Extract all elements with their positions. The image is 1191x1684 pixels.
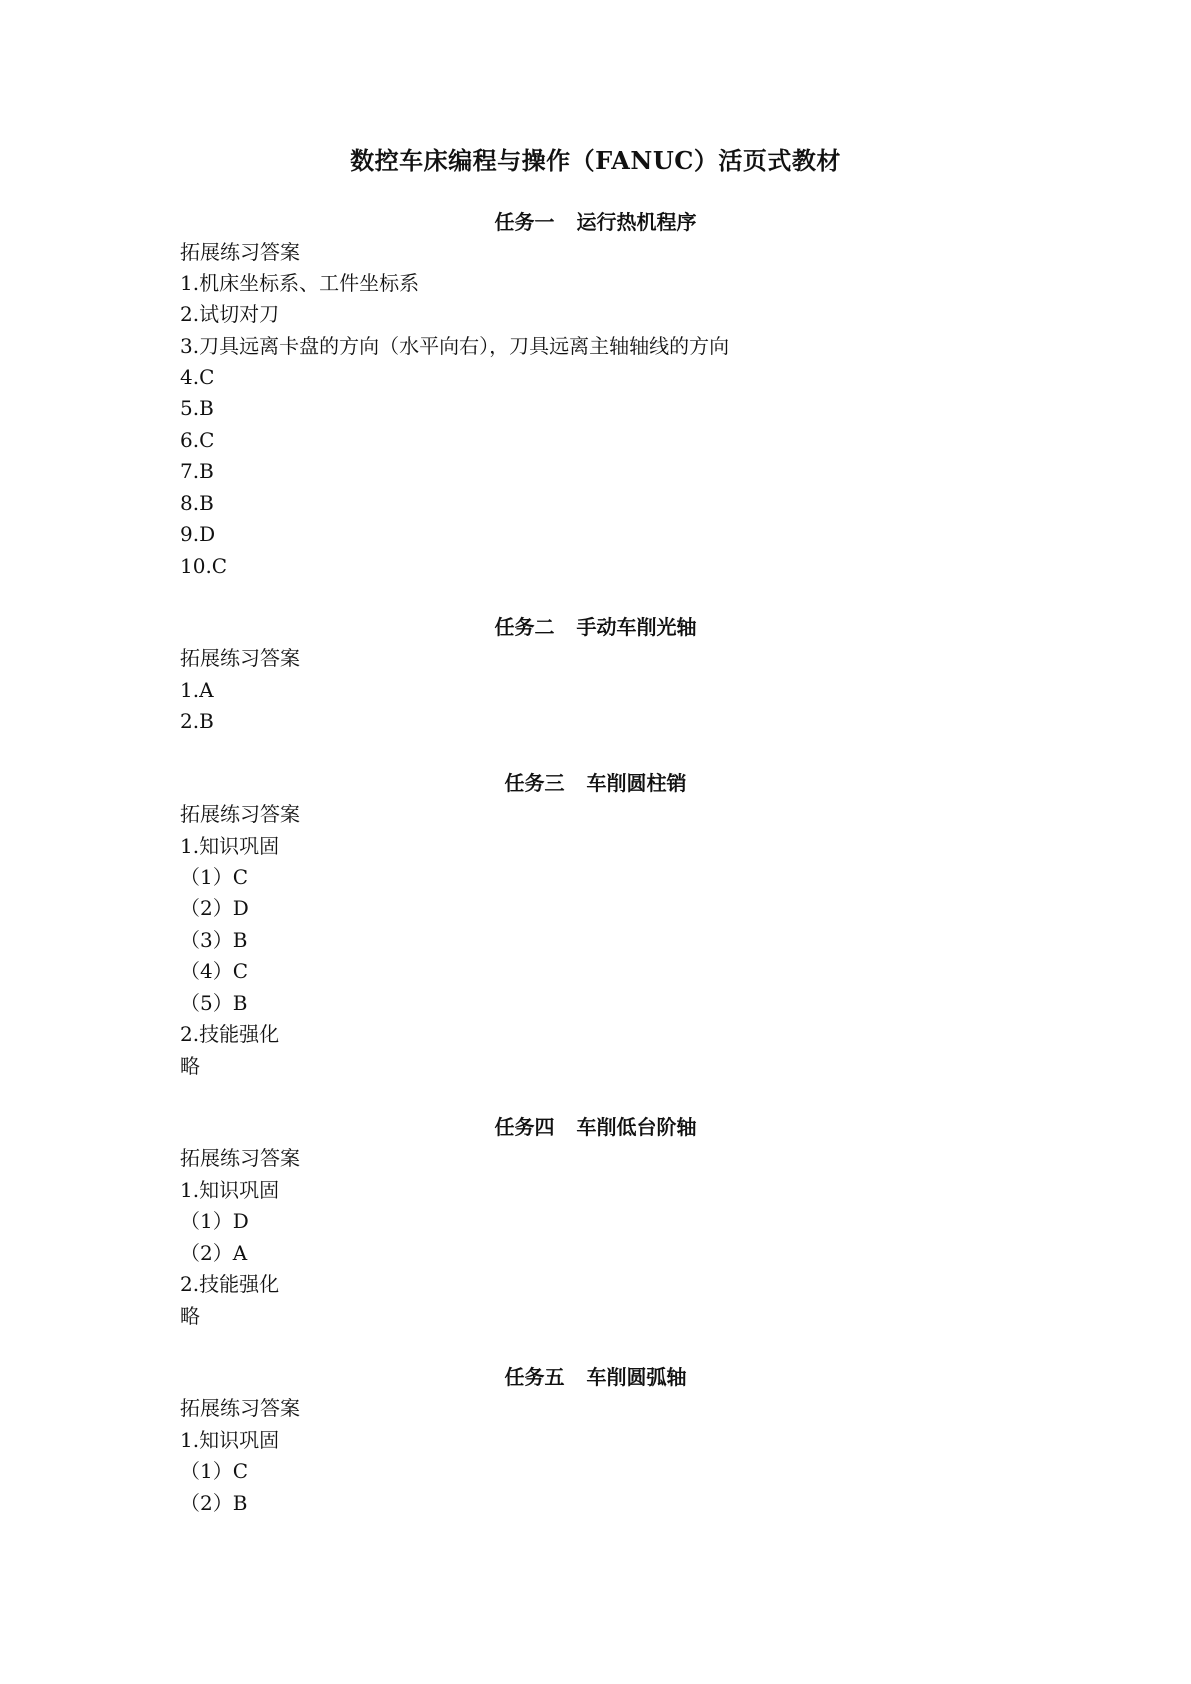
answer-section-label: 拓展练习答案 [180,1146,300,1170]
answer-line: 5.B [180,396,214,420]
answer-line: 2.技能强化 [180,1022,280,1046]
task-heading-5 [0,1364,1191,1390]
answer-section-label: 拓展练习答案 [180,802,300,826]
answer-line: （1）D [180,1209,249,1233]
answer-line: 2.试切对刀 [180,302,280,326]
task-heading-3 [0,770,1191,796]
answer-line: 4.C [180,365,215,389]
answer-line: （3）B [180,928,248,952]
answer-line: 10.C [180,554,228,578]
answer-section-label: 拓展练习答案 [180,1396,300,1420]
answer-line: 1.知识巩固 [180,834,280,858]
task-heading-2 [0,614,1191,640]
task-name: 车削低台阶轴 [576,1115,697,1139]
task-number: 任务五 [504,1365,565,1389]
task-number: 任务四 [494,1115,555,1139]
answer-line: 略 [180,1054,200,1078]
task-number: 任务二 [494,615,555,639]
answer-line: （4）C [180,959,249,983]
answer-line: （1）C [180,1459,249,1483]
answer-line: 8.B [180,491,214,515]
task-name: 车削圆柱销 [586,771,687,795]
task-heading-1 [0,209,1191,235]
answer-line: （2）B [180,1491,248,1515]
answer-line: 1.知识巩固 [180,1178,280,1202]
answer-line: 3.刀具远离卡盘的方向（水平向右），刀具远离主轴轴线的方向 [180,334,730,358]
answer-line: 略 [180,1304,200,1328]
answer-line: （1）C [180,865,249,889]
answer-line: 9.D [180,522,216,546]
answer-line: 6.C [180,428,215,452]
task-name: 车削圆弧轴 [586,1365,687,1389]
answer-line: 1.机床坐标系、工件坐标系 [180,271,420,295]
task-number: 任务三 [504,771,565,795]
answer-line: 7.B [180,459,214,483]
answer-section-label: 拓展练习答案 [180,646,300,670]
answer-line: （2）D [180,896,249,920]
answer-line: 2.B [180,709,214,733]
task-number: 任务一 [494,210,555,234]
document-title: 数控车床编程与操作（FANUC）活页式教材 [350,146,841,175]
task-name: 运行热机程序 [576,210,697,234]
task-name: 手动车削光轴 [576,615,697,639]
answer-line: 1.A [180,678,214,702]
task-heading-4 [0,1114,1191,1140]
answer-line: （2）A [180,1241,248,1265]
answer-line: （5）B [180,991,248,1015]
answer-line: 1.知识巩固 [180,1428,280,1452]
answer-section-label: 拓展练习答案 [180,240,300,264]
answer-line: 2.技能强化 [180,1272,280,1296]
